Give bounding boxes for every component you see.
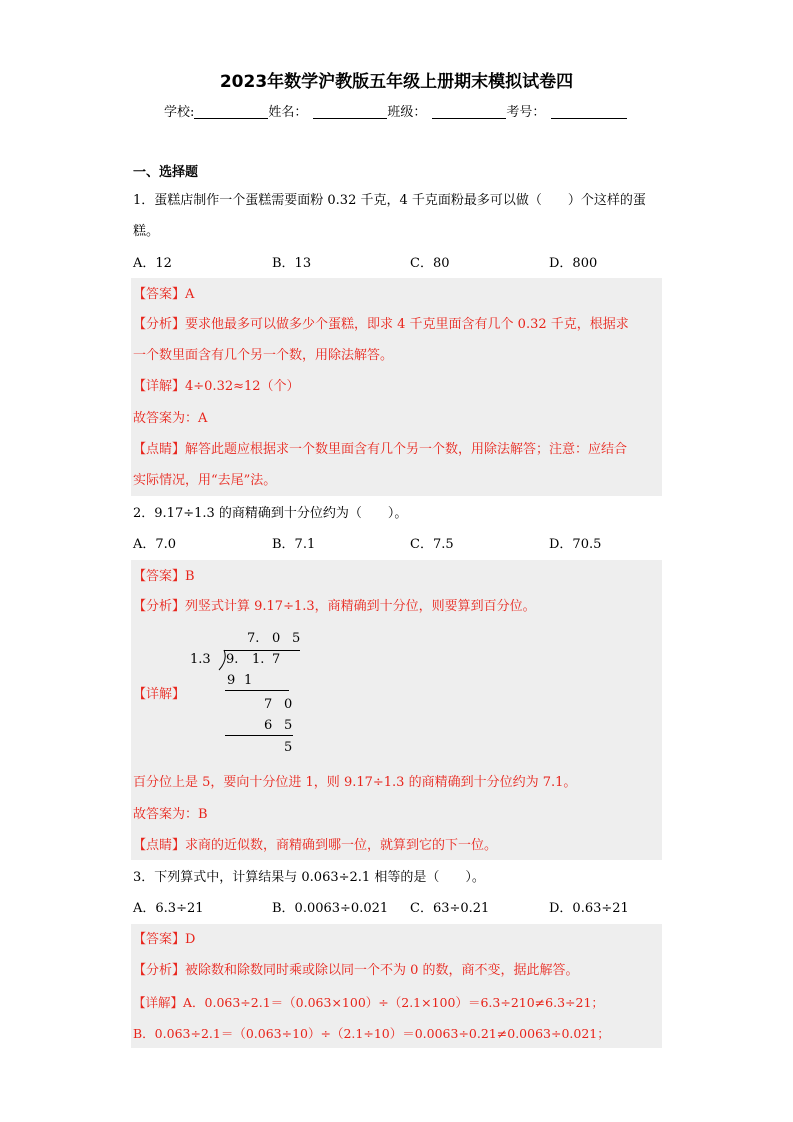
school-blank [194,104,268,119]
name-blank [313,104,387,119]
q1-detail: 【详解】4÷0.32≈12（个） [133,379,300,394]
q1-analysis-line2: 一个数里面含有几个另一个数，用除法解答。 [133,348,394,363]
q3-answer: 【答案】D [133,932,196,947]
q2-stem: 2．9.17÷1.3 的商精确到十分位约为（ ）。 [133,506,408,521]
q1-conclusion: 故答案为：A [133,411,208,426]
q3-detail-b: B．0.063÷2.1＝（0.063÷10）÷（2.1÷10）＝0.0063÷0.21≠0.0063÷0.021； [133,1026,610,1041]
product-digit: 9 [227,673,236,688]
q2-detail-label: 【详解】 [133,687,186,702]
q2-tip: 【点睛】求商的近似数，商精确到哪一位，就算到它的下一位。 [133,838,498,853]
class-label: 班级： [387,105,427,120]
subtraction-line [225,735,293,736]
q3-detail-a: 【详解】A．0.063÷2.1＝（0.063×100）÷（2.1×100）＝6.3÷210≠6.3÷21； [133,995,604,1010]
q2-detail-text: 百分位上是 5，要向十分位进 1，则 9.17÷1.3 的商精确到十分位约为 7.1。 [133,775,577,790]
number-blank [551,104,627,119]
page-title: 2023年数学沪教版五年级上册期末模拟试卷四 [219,72,574,92]
q1-option-c: C．80 [410,256,450,271]
product-digit: 1 [244,673,253,688]
remainder-digit: 7 [264,697,273,712]
q1-analysis-line1: 【分析】要求他最多可以做多少个蛋糕，即求 4 千克里面含有几个 0.32 千克，根据求 [133,317,629,332]
product-digit: 6 [264,718,273,733]
q3-stem: 3．下列算式中，计算结果与 0.063÷2.1 相等的是（ ）。 [133,870,485,885]
long-division [180,626,310,760]
q3-option-c: C．63÷0.21 [410,901,490,916]
q1-option-b: B．13 [272,256,312,271]
q2-option-c: C．7.5 [410,537,454,552]
remainder-digit: 5 [284,740,293,755]
q2-answer: 【答案】B [133,569,195,584]
dividend-digit: 1. [252,652,265,667]
quotient-digit: 7. [247,631,260,646]
dividend-digit: 9. [226,652,239,667]
q1-tip-line1: 【点睛】解答此题应根据求一个数里面含有几个另一个数，用除法解答；注意：应结合 [133,442,628,457]
student-info-line [164,104,627,122]
product-digit: 5 [284,718,293,733]
q1-stem-line2: 糕。 [133,224,160,239]
section-title: 一、选择题 [133,165,199,180]
subtraction-line [225,690,289,691]
q2-analysis: 【分析】列竖式计算 9.17÷1.3，商精确到十分位，则要算到百分位。 [133,599,536,614]
q2-option-d: D．70.5 [549,537,602,552]
q3-analysis: 【分析】被除数和除数同时乘或除以同一个不为 0 的数，商不变，据此解答。 [133,963,579,978]
quotient-digit: 0 [272,631,281,646]
q1-stem-line1: 1．蛋糕店制作一个蛋糕需要面粉 0.32 千克，4 千克面粉最多可以做（ ）个这样的蛋 [133,193,646,208]
q2-conclusion: 故答案为：B [133,807,208,822]
class-blank [432,104,506,119]
q3-option-a: A．6.3÷21 [133,901,204,916]
remainder-digit: 0 [284,697,293,712]
dividend-digit: 7 [272,652,281,667]
number-label: 考号： [506,105,546,120]
q3-option-b: B．0.0063÷0.021 [272,901,389,916]
q2-option-b: B．7.1 [272,537,316,552]
divisor: 1.3 [190,652,211,667]
q3-option-d: D．0.63÷21 [549,901,629,916]
name-label: 姓名： [268,105,308,120]
q2-option-a: A．7.0 [133,537,177,552]
q1-answer: 【答案】A [133,287,195,302]
q1-option-d: D．800 [549,256,598,271]
school-label: 学校: [164,105,195,120]
q1-tip-line2: 实际情况，用“去尾”法。 [133,473,277,488]
q1-option-a: A．12 [133,256,172,271]
quotient-digit: 5 [292,631,301,646]
